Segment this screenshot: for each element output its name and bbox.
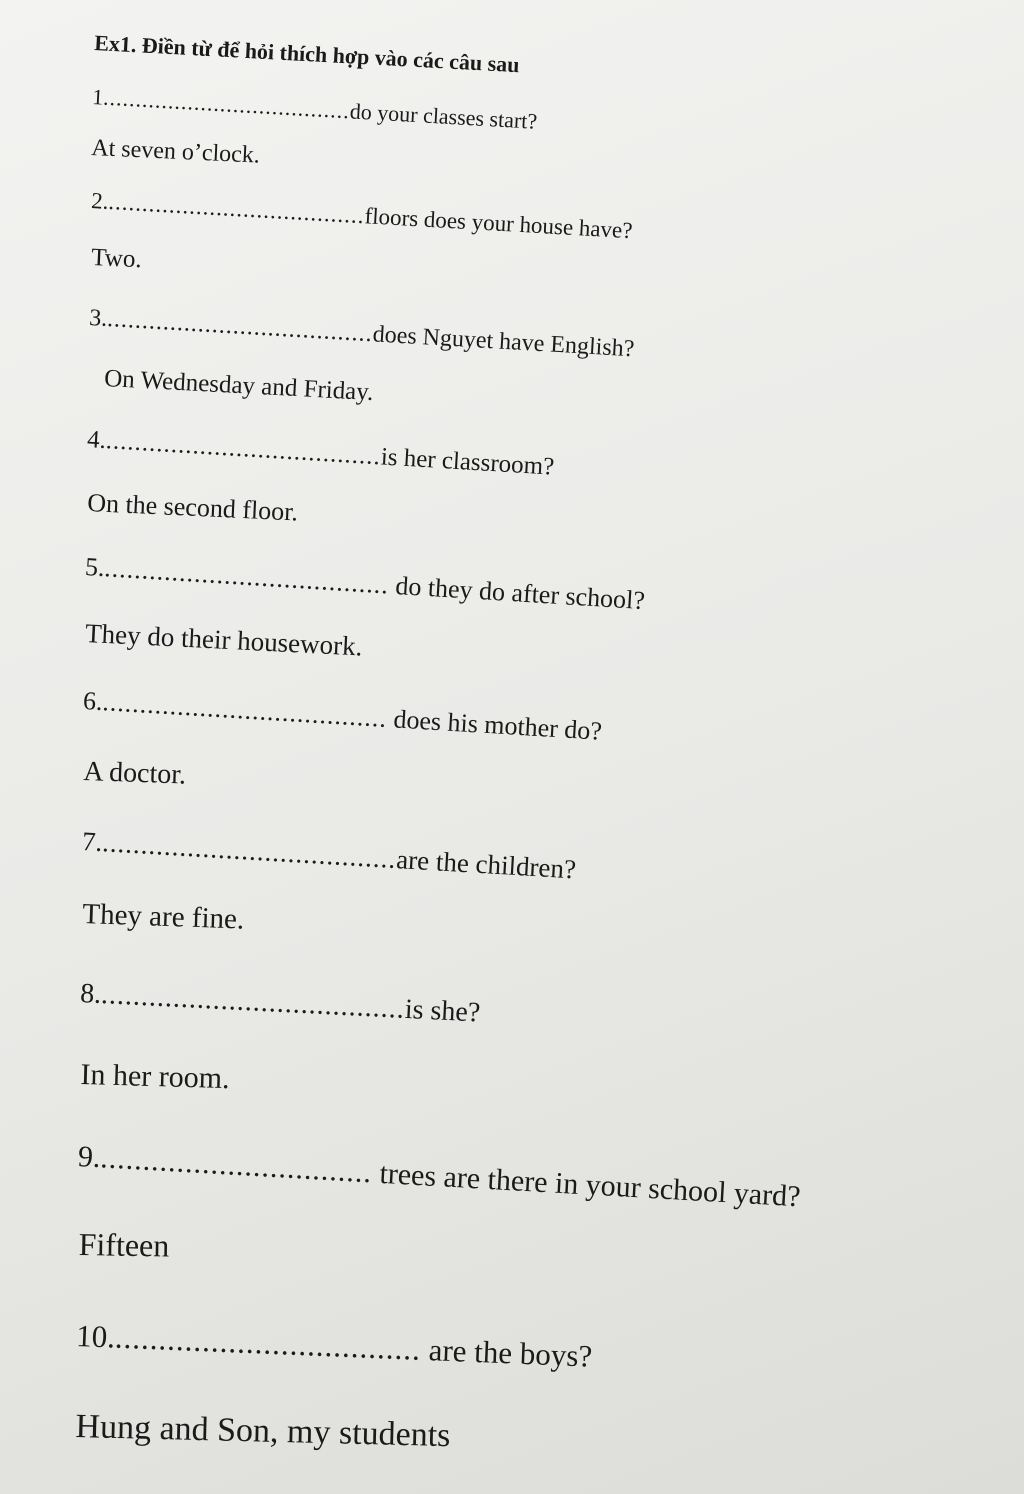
question-text: does Nguyet have English? — [372, 321, 636, 363]
question-1 — [92, 84, 538, 135]
question-9 — [77, 1140, 801, 1214]
question-text: are the boys? — [420, 1331, 593, 1374]
question-text: floors does your house have? — [363, 203, 634, 244]
question-text: trees are there in your school yard? — [371, 1156, 802, 1214]
question-2 — [91, 188, 634, 244]
answer-6: A doctor. — [82, 756, 187, 791]
question-number: 3. — [88, 305, 108, 332]
question-number: 1 — [91, 84, 104, 110]
answer-2: Two. — [90, 244, 143, 274]
question-3 — [88, 305, 635, 363]
answer-3: On Wednesday and Friday. — [103, 365, 375, 407]
answer-blank: ...................................... — [103, 553, 390, 600]
answer-7: They are fine. — [81, 898, 245, 936]
question-number: 2. — [90, 188, 110, 214]
answer-blank: ................................... — [114, 1319, 422, 1367]
answer-9: Fifteen — [78, 1226, 170, 1264]
question-5 — [84, 552, 646, 616]
question-number: 5. — [84, 552, 106, 583]
answer-blank: ...................................... — [105, 427, 382, 471]
answer-4: On the second floor. — [86, 488, 299, 527]
answer-blank: ...................................... — [106, 306, 374, 348]
question-number: 7. — [81, 826, 104, 858]
question-10 — [76, 1318, 593, 1375]
question-text: is her classroom? — [380, 443, 555, 481]
answer-blank: ...................................... — [100, 979, 406, 1025]
question-number: 10. — [75, 1318, 116, 1355]
answer-10: Hung and Son, my students — [75, 1408, 451, 1455]
answer-blank: ...................................... — [102, 84, 351, 124]
question-text: are the children? — [395, 844, 577, 885]
question-text: do your classes start? — [349, 98, 538, 134]
answer-8: In her room. — [80, 1058, 231, 1096]
question-6 — [82, 686, 603, 747]
question-text: does his mother do? — [386, 704, 603, 746]
answer-blank: ...................................... — [107, 188, 366, 229]
question-number: 8. — [79, 978, 102, 1010]
question-number: 6. — [82, 686, 104, 717]
answer-blank: ...................................... — [101, 827, 398, 875]
question-8 — [79, 978, 481, 1030]
answer-blank: ...................................... — [101, 687, 388, 734]
question-number: 9. — [77, 1140, 102, 1175]
answer-blank: ................................ — [99, 1141, 374, 1190]
question-number: 4. — [86, 426, 107, 455]
question-text: is she? — [404, 993, 481, 1029]
question-4 — [86, 426, 555, 482]
question-text: do they do after school? — [388, 570, 646, 616]
answer-1: At seven o’clock. — [90, 135, 261, 169]
question-7 — [81, 826, 577, 885]
exercise-title: Ex1. Điền từ để hỏi thích hợp vào các câu sau — [93, 30, 521, 78]
answer-5: They do their housework. — [84, 618, 364, 662]
